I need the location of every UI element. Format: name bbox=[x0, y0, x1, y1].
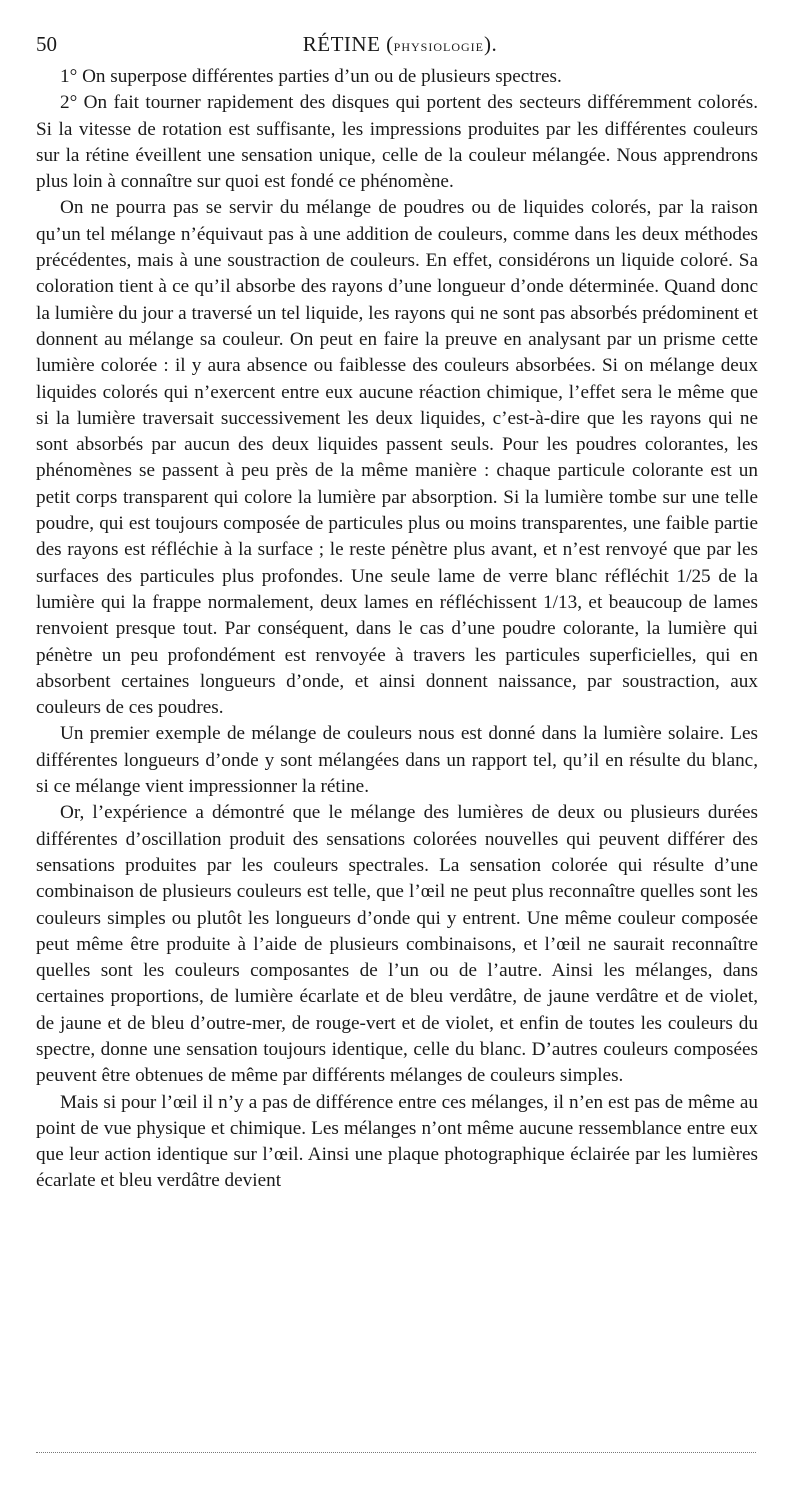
footer-rule bbox=[36, 1452, 756, 1453]
paragraph: Un premier exemple de mélange de couleurs nous est donné dans la lumière solaire. Les différentes longueurs d’onde y sont mélangées dans un rapport tel, qu’il en résulte du blanc, si ce mélange vient impressionner la rétine. bbox=[36, 723, 758, 798]
paragraph: 2° On fait tourner rapidement des disques qui portent des secteurs différemment colorés. Si la vitesse de rotation est suffisante, les impressions produites par les différentes couleurs sur la rétine éveillent une sensation unique, celle de la couleur mélangée. Nous apprendrons plus loin à connaître sur quoi est fondé ce phénomène. bbox=[36, 92, 758, 193]
running-title-close: ). bbox=[484, 32, 498, 56]
paragraph: On ne pourra pas se servir du mélange de poudres ou de liquides colorés, par la raison qu’un tel mélange n’équivaut pas à une addition de couleurs, comme dans les deux méthodes précédentes, mais à une soustraction de couleurs. En effet, considérons un liquide coloré. Sa coloration tient à ce qu’il absorbe des rayons d’une longueur d’onde déterminée. Quand donc la lumière du jour a traversé un tel liquide, les rayons qui ne sont pas absorbés prédominent et donnent au mélange sa couleur. On peut en faire la preuve en analysant par un prisme cette lumière colorée : il y aura absence ou faiblesse des couleurs absorbées. Si on mélange deux liquides colorés qui n’exercent entre eux aucune réaction chimique, l’effet sera le même que si la lumière traversait successivement les deux liquides, c’est-à-dire que les rayons qui ne sont absorbés par aucun des deux liquides passent seuls. Pour les poudres colorantes, les phénomènes se passent à peu près de la même manière : chaque particule colorante est un petit corps transparent qui colore la lumière par absorption. Si la lumière tombe sur une telle poudre, qui est toujours composée de particules plus ou moins transparentes, une faible partie des rayons est réfléchie à la surface ; le reste pénètre plus avant, et n’est renvoyé que par les surfaces des particules plus profondes. Une seule lame de verre blanc réfléchit 1/25 de la lumière qui la frappe normalement, deux lames en réfléchissent 1/13, et beaucoup de lames renvoient presque tout. Par conséquent, dans le cas d’une poudre colorante, la lumière qui pénètre un peu profondément est renvoyée à travers les particules superficielles, qui en absorbent certaines longueurs d’onde, et ainsi donnent naissance, par soustraction, aux couleurs de ces poudres. bbox=[36, 197, 758, 719]
paragraph: Mais si pour l’œil il n’y a pas de différence entre ces mélanges, il n’en est pas de même au point de vue physique et chimique. Les mélanges n’ont même aucune ressemblance entre eux que leur action identique sur l’œil. Ainsi une plaque photographique éclairée par les lumières écarlate et bleu verdâtre devient bbox=[36, 1091, 758, 1192]
running-title-main: RÉTINE ( bbox=[302, 32, 394, 56]
paragraph: 1° On superpose différentes parties d’un ou de plusieurs spectres. bbox=[60, 66, 562, 87]
page-header bbox=[36, 32, 764, 60]
running-title bbox=[36, 32, 764, 57]
paragraph: Or, l’expérience a démontré que le mélange des lumières de deux ou plusieurs durées différentes d’oscillation produit des sensations colorées nouvelles qui peuvent différer des sensations produites par les couleurs spectrales. La sensation colorée qui résulte d’une combinaison de plusieurs couleurs est telle, que l’œil ne peut plus reconnaître quelles sont les couleurs simples ou plutôt les longueurs d’onde qui y entrent. Une même couleur composée peut même être produite à l’aide de plusieurs combinaisons, et l’œil ne saurait reconnaître quelles sont les couleurs composantes de l’un ou de l’autre. Ainsi les mélanges, dans certaines proportions, de lumière écarlate et de bleu verdâtre, de jaune verdâtre et de violet, de jaune et de bleu d’outre-mer, de rouge-vert et de violet, et enfin de toutes les couleurs du spectre, donne une sensation toujours identique, celle du blanc. D’autres couleurs composées peuvent être obtenues de même par différents mélanges de couleurs simples. bbox=[36, 802, 758, 1087]
body-text bbox=[36, 64, 758, 1195]
page-number: 50 bbox=[36, 32, 57, 56]
running-title-subtitle: PHYSIOLOGIE bbox=[393, 40, 484, 54]
